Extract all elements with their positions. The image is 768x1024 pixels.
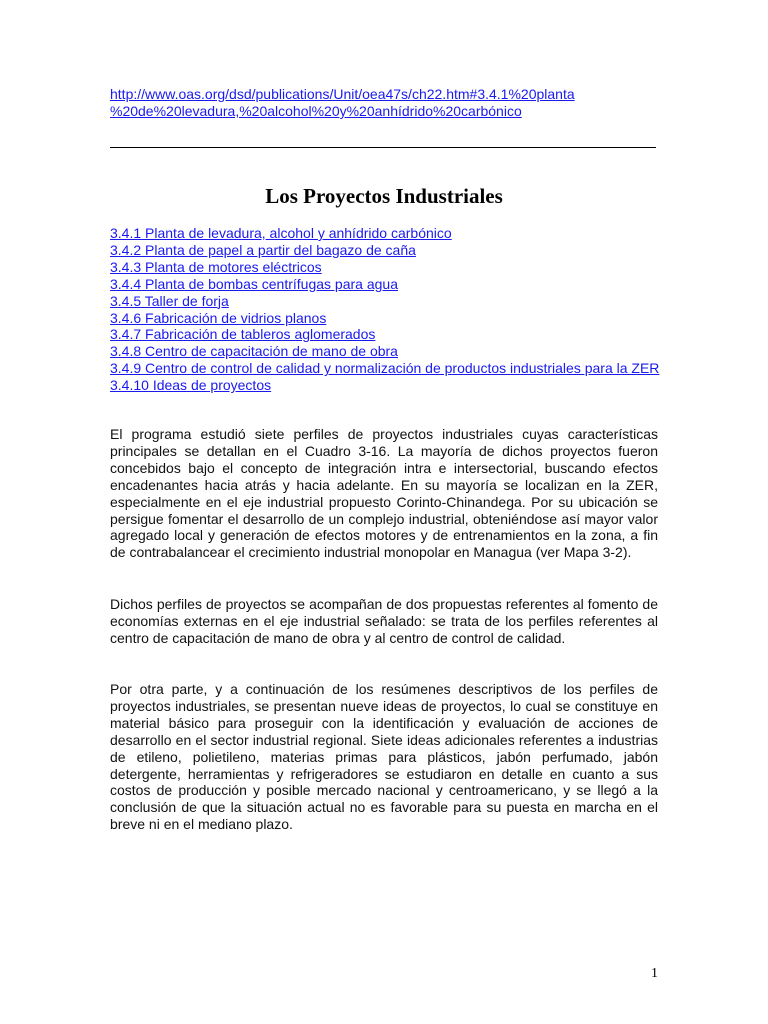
toc-link-3-4-1[interactable]: 3.4.1 Planta de levadura, alcohol y anhídrido carbónico: [110, 225, 452, 241]
toc-item: [110, 326, 670, 343]
toc-item: [110, 225, 670, 242]
toc-item: [110, 293, 670, 310]
toc-link-3-4-6[interactable]: 3.4.6 Fabricación de vidrios planos: [110, 309, 327, 326]
toc-item: [110, 259, 670, 276]
table-of-contents: [110, 225, 670, 394]
page-number: 1: [651, 966, 658, 981]
toc-item: [110, 343, 670, 360]
body-paragraph-2: Dichos perfiles de proyectos se acompañan de dos propuestas referentes al fomento de economías externas en el eje industrial señalado: se trata de los perfiles referentes al centro de capacitación de mano de obra y al centro de control de calidad.: [110, 596, 658, 646]
toc-link-3-4-5[interactable]: 3.4.5 Taller de forja: [110, 292, 229, 309]
toc-item: [110, 276, 670, 293]
page-title: Los Proyectos Industriales: [265, 184, 503, 208]
toc-item: [110, 242, 670, 259]
toc-link-3-4-2[interactable]: 3.4.2 Planta de papel a partir del bagazo de caña: [110, 241, 416, 258]
toc-link-3-4-4[interactable]: 3.4.4 Planta de bombas centrífugas para agua: [110, 275, 398, 292]
source-url-line-2[interactable]: %20de%20levadura,%20alcohol%20y%20anhídrido%20carbónico: [110, 103, 522, 119]
source-url-line-1[interactable]: http://www.oas.org/dsd/publications/Unit/oea47s/ch22.htm#3.4.1%20planta: [110, 86, 575, 102]
toc-link-3-4-9[interactable]: 3.4.9 Centro de control de calidad y normalización de productos industriales para la ZER: [110, 360, 660, 377]
toc-link-3-4-8[interactable]: 3.4.8 Centro de capacitación de mano de obra: [110, 343, 398, 360]
body-paragraph-1: El programa estudió siete perfiles de proyectos industriales cuyas características principales se detallan en el Cuadro 3-16. La mayoría de dichos proyectos fueron concebidos bajo el concepto de integración intra e intersectorial, buscando efectos encadenantes hacia atrás y hacia adelante. En su mayoría se localizan en la ZER, especialmente en el eje industrial propuesto Corinto-Chinandega. Por su ubicación se persigue fomentar el desarrollo de un complejo industrial, obteniéndose así mayor valor agregado local y generación de efectos motores y de entrenamientos en la zona, a fin de contrabalancear el crecimiento industrial monopolar en Managua (ver Mapa 3-2).: [110, 426, 658, 561]
body-paragraph-3: Por otra parte, y a continuación de los resúmenes descriptivos de los perfiles de proyectos industriales, se presentan nueve ideas de proyectos, lo cual se constituye en material básico para proseguir con la identificación y evaluación de acciones de desarrollo en el sector industrial regional. Siete ideas adicionales referentes a industrias de etileno, polietileno, materias primas para plásticos, jabón perfumado, jabón detergente, herramientas y refrigeradores se estudiaron en detalle en cuanto a sus costos de producción y posible mercado nacional y centroamericano, y se llegó a la conclusión de que la situación actual no es favorable para su puesta en marcha en el breve ni en el mediano plazo.: [110, 681, 658, 833]
source-url: [110, 86, 670, 120]
toc-link-3-4-10[interactable]: 3.4.10 Ideas de proyectos: [110, 377, 272, 394]
toc-item: [110, 377, 670, 394]
toc-item: [110, 310, 670, 327]
toc-link-3-4-3[interactable]: 3.4.3 Planta de motores eléctricos: [110, 258, 322, 275]
toc-item: [110, 360, 670, 377]
toc-link-3-4-7[interactable]: 3.4.7 Fabricación de tableros aglomerados: [110, 326, 376, 343]
horizontal-rule: [110, 147, 656, 148]
